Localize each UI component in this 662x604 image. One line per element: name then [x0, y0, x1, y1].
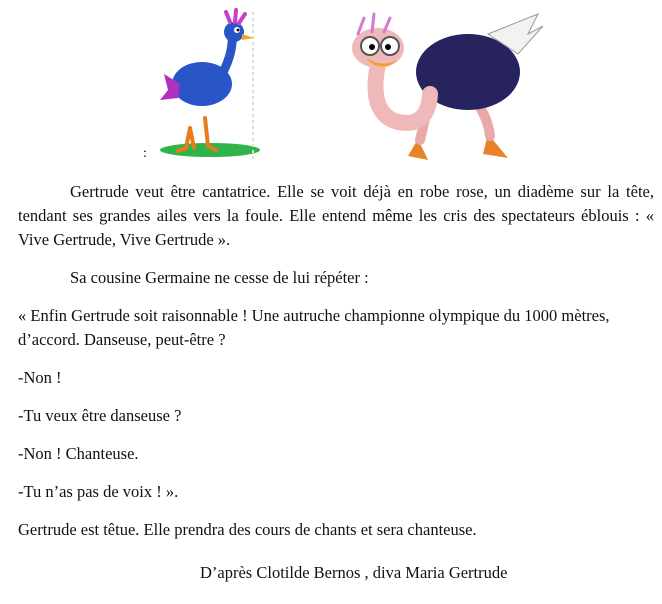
colon-mark: : — [143, 146, 147, 161]
blue-ostrich-illustration — [150, 8, 270, 160]
paragraph-dialogue-3: -Tu veux être danseuse ? — [18, 406, 182, 425]
illustrations — [0, 0, 662, 170]
paragraph-dialogue-2: -Non ! — [18, 368, 62, 387]
paragraph-dialogue-5: -Tu n’as pas de voix ! ». — [18, 482, 179, 501]
paragraph-cousin: Sa cousine Germaine ne cesse de lui répéter : — [70, 268, 369, 287]
story-text — [18, 180, 654, 542]
source-credit: D’après Clotilde Bernos , diva Maria Gertrude — [200, 563, 508, 582]
paragraph-intro: Gertrude veut être cantatrice. Elle se voit déjà en robe rose, un diadème sur la tête, tendant ses grandes ailes vers la foule. Elle entend même les cris des spectateurs éblouis : « Vive Gertrude, Vive Gertrude ». — [18, 182, 654, 249]
paragraph-conclusion: Gertrude est têtue. Elle prendra des cours de chants et sera chanteuse. — [18, 520, 477, 539]
cartoon-ostrich-illustration — [338, 4, 558, 166]
paragraph-dialogue-1: « Enfin Gertrude soit raisonnable ! Une autruche championne olympique du 1000 mètres, d’accord. Danseuse, peut-être ? — [18, 306, 610, 349]
paragraph-dialogue-4: -Non ! Chanteuse. — [18, 444, 139, 463]
